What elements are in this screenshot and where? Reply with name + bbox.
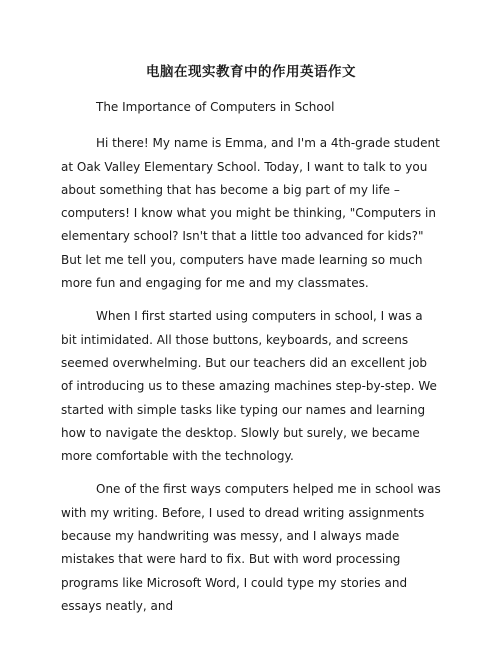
paragraph-2: When I first started using computers in school, I was a bit intimidated. All those buttons, keyboards, and screens seemed overwhelming. But our teachers did an excellent job of introducing us to these amazing machines step-by-step. We started with simple tasks like typing our names and learning how to navigate the desktop. Slowly but surely, we became more comfortable with the technology. [61, 309, 437, 464]
document-body [61, 96, 442, 628]
document-title: 电脑在现实教育中的作用英语作文 [146, 64, 356, 80]
paragraph-3: One of the first ways computers helped me in school was with my writing. Before, I used to dread writing assignments because my handwriting was messy, and I always made mistakes that were hard to fix. But with word processing programs like Microsoft Word, I could type my stories and essays neatly, and [61, 482, 441, 613]
essay-subtitle: The Importance of Computers in School [96, 100, 335, 114]
paragraph-1: Hi there! My name is Emma, and I'm a 4th-grade student at Oak Valley Elementary School. Today, I want to talk to you about something that has become a big part of my life – computers! I know what you might be thinking, "Computers in elementary school? Isn't that a little too advanced for kids?" But let me tell you, computers have made learning so much more fun and engaging for me and my classmates. [61, 136, 440, 291]
